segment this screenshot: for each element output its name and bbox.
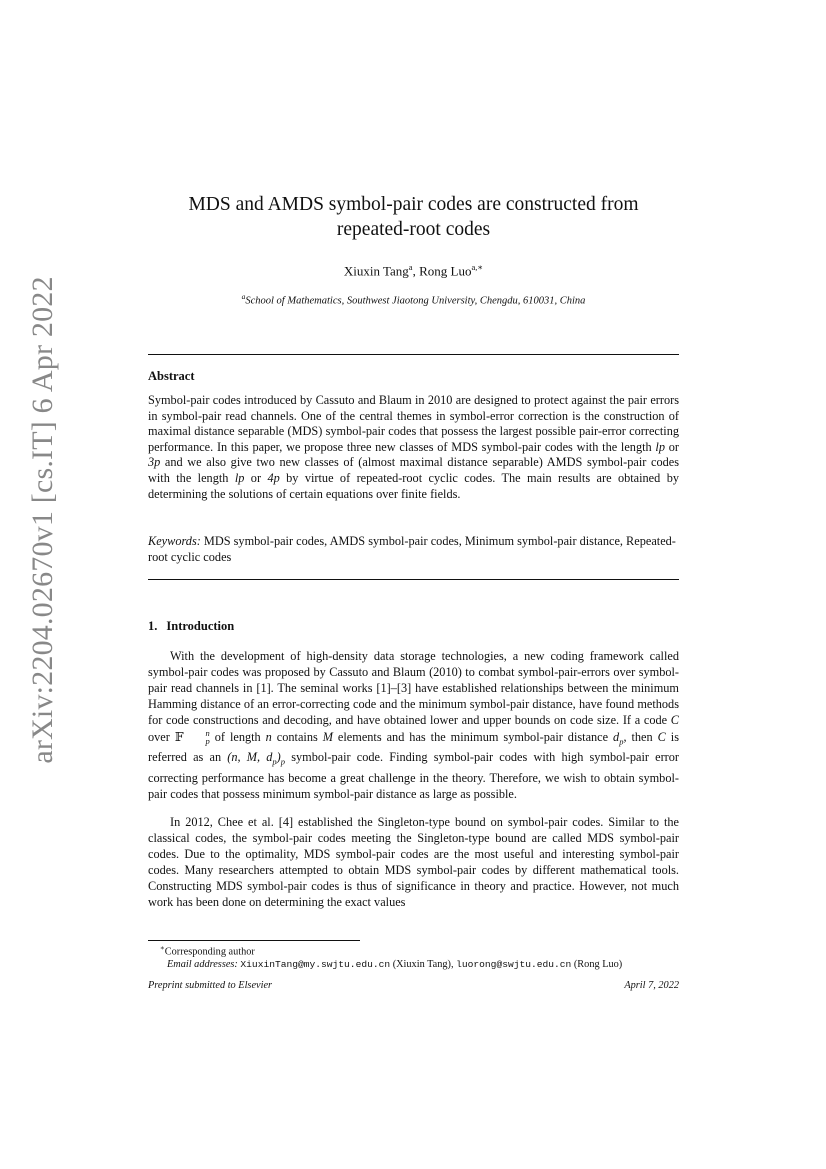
- math-subscript: p: [205, 735, 210, 746]
- paragraph-text-run: With the development of high-density data storage technologies, a new coding framework called symbol-pair codes was proposed by Cassuto and Blaum (2010) to combat symbol-pair-errors over symbol-pair read channels in [1]. The seminal works [1]–[3] have established relationships between the minimum Hamming distance of an error-correcting code and the minimum symbol-pair distance, have found methods for code constructions and decoding, and have obtained lower and upper bounds on code size. If a code: [148, 649, 679, 727]
- math-superscript: n: [205, 727, 210, 738]
- title-line-1: MDS and AMDS symbol-pair codes are constructed from: [188, 194, 639, 215]
- paragraph-text-run: over: [148, 729, 175, 744]
- footnote-text: Corresponding author: [164, 946, 255, 958]
- abstract-text-run: Symbol-pair codes introduced by Cassuto and Blaum in 2010 are designed to protect against the pair errors in symbol-pair read channels. One of the central themes in symbol-error correction is the construction of maximal distance separable (MDS) symbol-pair codes that possess the largest possible pair-error correcting performance. In this paper, we propose three new classes of MDS symbol-pair codes with the length: [148, 393, 679, 454]
- footnote-marker: ∗: [160, 944, 165, 952]
- math-symbol: 𝔽: [174, 729, 184, 744]
- math-symbol: (n, M, d: [227, 750, 273, 765]
- email-link[interactable]: luorong@swjtu.edu.cn: [456, 959, 572, 970]
- math-scripts: [184, 729, 210, 745]
- paragraph-text-run: contains: [271, 729, 323, 744]
- paragraph-text-run: , then: [623, 729, 658, 744]
- paragraph-text-run: of length: [209, 729, 266, 744]
- math-inline: [227, 750, 286, 767]
- abstract-heading: Abstract: [148, 369, 195, 383]
- math-inline: 3p: [148, 455, 161, 470]
- affiliation-marker: a: [241, 292, 246, 301]
- paragraph-text-run: symbol-pair code. Finding symbol-pair codes with high symbol-pair error correcting performance has become a great challenge in the theory. Therefore, we wish to obtain symbol-pair codes that possess minimum symbol-pair distance as large as possible.: [148, 750, 680, 801]
- math-inline: [174, 727, 210, 746]
- math-subscript: p: [272, 756, 277, 767]
- affiliation-marker: a,∗: [471, 262, 484, 272]
- affiliation-text: School of Mathematics, Southwest Jiaotong University, Chengdu, 610031, China: [245, 295, 586, 307]
- intro-paragraph-1: [148, 649, 679, 802]
- abstract-body: [148, 393, 679, 502]
- abstract-text-run: and we also give two new classes of (almost maximal distance separable) AMDS symbol-pair codes with the length: [148, 455, 679, 485]
- math-inline: C: [657, 729, 666, 744]
- math-inline: n: [265, 729, 272, 744]
- author-separator: ,: [412, 263, 420, 279]
- author-list: [148, 262, 679, 279]
- email-label: Email addresses:: [167, 959, 238, 970]
- title-line-2: repeated-root codes: [336, 219, 491, 240]
- math-inline: lp: [234, 470, 245, 485]
- footnote-emails: [167, 959, 698, 970]
- abstract-bottom-rule: [148, 579, 679, 580]
- footnote-corresponding: [160, 944, 691, 957]
- affiliation: [148, 292, 679, 307]
- math-subscript: p: [619, 736, 624, 747]
- preprint-date: April 7, 2022: [624, 980, 679, 991]
- author-name: Rong Luo: [419, 263, 472, 279]
- email-link[interactable]: XiuxinTang@my.swjtu.edu.cn: [240, 959, 391, 970]
- arxiv-identifier: arXiv:2204.02670v1 [cs.IT] 6 Apr 2022: [26, 276, 59, 764]
- abstract-text-run: or: [665, 439, 679, 454]
- math-inline: lp: [655, 439, 665, 454]
- math-symbol: ): [276, 750, 281, 765]
- paper-title: [148, 192, 679, 242]
- email-owner: (Rong Luo): [573, 959, 623, 970]
- keywords: [148, 534, 679, 565]
- math-symbol: d: [613, 729, 620, 744]
- section-title: Introduction: [166, 619, 235, 633]
- paragraph-text-run: is referred as an: [148, 729, 679, 765]
- footnote-rule: [148, 940, 360, 941]
- math-inline: M: [322, 729, 333, 744]
- keywords-label: Keywords:: [148, 534, 201, 548]
- math-inline: C: [670, 712, 679, 727]
- math-inline: 4p: [267, 470, 280, 485]
- math-subscript: p: [280, 756, 286, 767]
- affiliation-marker: a: [408, 262, 413, 272]
- paragraph-text-run: elements and has the minimum symbol-pair distance: [332, 729, 614, 744]
- preprint-note: Preprint submitted to Elsevier: [148, 980, 273, 991]
- intro-paragraph-2: In 2012, Chee et al. [4] established the Singleton-type bound on symbol-pair codes. Similar to the classical codes, the symbol-pair codes meeting the Singleton-type bound are called MDS symbol-pair codes. Due to the optimality, MDS symbol-pair codes are the most useful and interesting symbol-pair codes. Many researchers attempted to obtain MDS symbol-pair codes by different mathematical tools. Constructing MDS symbol-pair codes is thus of significance in theory and practice. However, not much work has been done on determining the exact values: [148, 815, 679, 909]
- section-heading: [148, 619, 234, 634]
- keywords-text: MDS symbol-pair codes, AMDS symbol-pair codes, Minimum symbol-pair distance, Repeated-root cyclic codes: [148, 534, 676, 564]
- abstract-text-run: by virtue of repeated-root cyclic codes. The main results are obtained by determining the solutions of certain equations over finite fields.: [148, 470, 679, 501]
- email-owner: (Xiuxin Tang),: [392, 959, 454, 970]
- abstract-text-run: or: [244, 470, 268, 485]
- math-inline: [613, 729, 624, 747]
- abstract-top-rule: [148, 354, 679, 355]
- author-name: Xiuxin Tang: [343, 263, 409, 279]
- section-number: 1.: [148, 619, 158, 633]
